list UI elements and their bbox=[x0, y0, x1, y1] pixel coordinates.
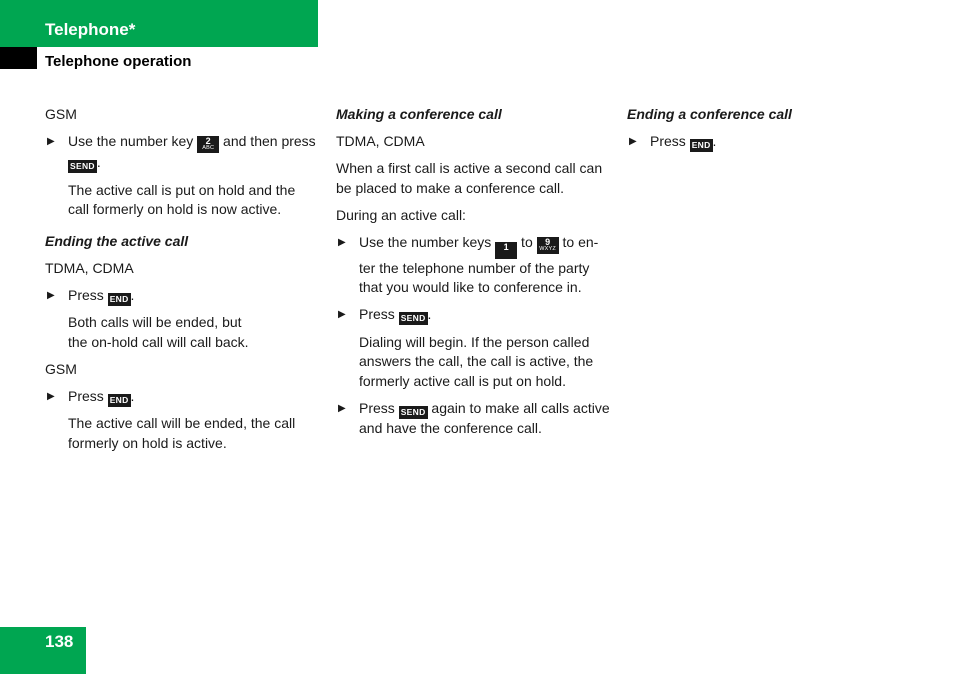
arrow-bullet-icon: ▶ bbox=[47, 289, 55, 301]
gsm-label: GSM bbox=[45, 106, 77, 122]
end-key-icon: END bbox=[109, 394, 129, 405]
arrow-bullet-icon: ▶ bbox=[338, 402, 346, 414]
heading-ending-conference-call: Ending a conference call bbox=[627, 106, 792, 122]
end-key-icon: END bbox=[109, 293, 129, 304]
step-press-send-again: ▶ Press SEND again to make all calls active and have the conference call. bbox=[338, 399, 610, 436]
send-key-icon: SEND bbox=[400, 313, 426, 323]
arrow-bullet-icon: ▶ bbox=[338, 236, 346, 248]
section-marker bbox=[0, 47, 37, 69]
during-active-call: During an active call: bbox=[336, 206, 466, 223]
note-end-gsm: The active call will be ended, the call formerly on hold is active. bbox=[68, 415, 296, 451]
end-key-icon: END bbox=[691, 140, 711, 150]
heading-ending-active-call: Ending the active call bbox=[45, 232, 189, 249]
tdma-label: TDMA, CDMA bbox=[45, 259, 134, 276]
step-swap-gsm: ▶ Use the number key 2 ABC and then press SEND . bbox=[47, 133, 316, 171]
column-middle bbox=[336, 105, 611, 446]
section-title: Telephone operation bbox=[45, 53, 192, 70]
note-dialing: Dialing will begin. If the person called answers the call, the call is active, the formerly active call is put on hold. bbox=[359, 333, 594, 389]
note-end-tdma: Both calls will be ended, but the on-hold call will call back. bbox=[68, 314, 249, 350]
step-end-gsm: ▶ Press END . bbox=[47, 387, 135, 405]
column-left bbox=[45, 105, 320, 461]
step-end-tdma: ▶ Press END . bbox=[47, 286, 135, 304]
heading-making-conference-call: Making a conference call bbox=[336, 106, 502, 122]
key-1-icon: 1 bbox=[495, 242, 517, 259]
step-end-conference: ▶ Press END . bbox=[629, 133, 717, 150]
key-9-icon: 9 WXYZ bbox=[537, 237, 559, 254]
gsm-label: GSM bbox=[45, 360, 77, 377]
column-right bbox=[627, 105, 902, 160]
note-swap: The active call is put on hold and the call formerly on hold is now active. bbox=[68, 181, 296, 217]
step-press-send: ▶ Press SEND . bbox=[338, 306, 432, 323]
arrow-bullet-icon: ▶ bbox=[629, 136, 637, 147]
tdma-label: TDMA, CDMA bbox=[336, 133, 425, 149]
arrow-bullet-icon: ▶ bbox=[338, 309, 346, 320]
conference-intro: When a first call is active a second call can be placed to make a conference call. bbox=[336, 160, 603, 196]
step-enter-number: ▶ Use the number keys 1 to 9 WXYZ to en-ter the telephone number of the party that you would like to conference in. bbox=[338, 233, 599, 295]
arrow-bullet-icon: ▶ bbox=[47, 136, 55, 147]
arrow-bullet-icon: ▶ bbox=[47, 390, 55, 402]
chapter-title: Telephone* bbox=[45, 20, 136, 39]
key-2-icon: 2 ABC bbox=[197, 136, 219, 153]
send-key-icon: SEND bbox=[70, 161, 95, 171]
page-number: 138 bbox=[45, 632, 74, 651]
send-key-icon: SEND bbox=[400, 406, 426, 417]
